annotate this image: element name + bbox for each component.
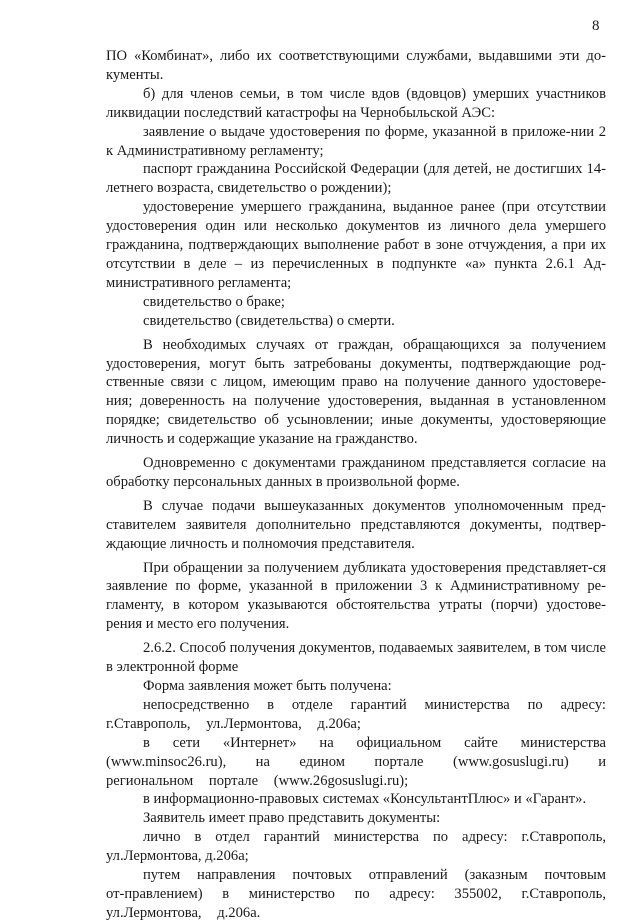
paragraph: свидетельство (свидетельства) о смерти. — [143, 312, 395, 329]
paragraph: в сети «Интернет» на официальном сайте министерства (www.minsoc26.ru), на едином портале (www.gosuslugi.ru) и региональном портале (www.26gosuslugi.ru); — [106, 734, 606, 789]
paragraph: заявление о выдаче удостоверения по форме, указанной в приложе-нии 2 к Административному регламенту; — [106, 123, 606, 159]
paragraph: удостоверение умершего гражданина, выданное ранее (при отсутствии удостоверения один или несколько документов из личного дела умершего гражданина, подтверждающих выполнение работ в зоне отчуждения, а при их отсутствии в деле – из перечисленных в подпункте «а» пункта 2.6.1 Ад-министративного регламента; — [106, 199, 606, 291]
paragraph: путем направления почтовых отправлений (заказным почтовым от-правлением) в министерство по адресу: 355002, г.Ставрополь, ул.Лермонтова, д.206а. — [106, 867, 606, 921]
paragraph: свидетельство о браке; — [143, 293, 285, 310]
paragraph: Заявитель имеет право представить документы: — [143, 810, 441, 827]
paragraph: В случае подачи вышеуказанных документов уполномоченным пред-ставителем заявителя дополнительно представляются документы, подтвер-ждающие личность и полномочия представителя. — [106, 497, 606, 552]
paragraph: в информационно-правовых системах «КонсультантПлюс» и «Гарант». — [143, 791, 587, 808]
paragraph: лично в отдел гарантий министерства по адресу: г.Ставрополь, ул.Лермонтова, д.206а; — [106, 829, 606, 865]
paragraph: непосредственно в отделе гарантий министерства по адресу: г.Ставрополь, ул.Лермонтова, д.206а; — [106, 696, 606, 732]
paragraph: ПО «Комбинат», либо их соответствующими службами, выдавшими эти до-кументы. — [106, 48, 606, 83]
paragraph: Одновременно с документами гражданином представляется согласие на обработку персональных данных в произвольной форме. — [106, 455, 606, 490]
paragraph: Форма заявления может быть получена: — [143, 678, 392, 694]
paragraph: При обращении за получением дубликата удостоверения представляет-ся заявление по форме, указанной в приложении 3 к Административному ре-гламенту, в котором указываются обстоятельства утраты (порчи) удостове-рения и место его получения. — [106, 559, 606, 633]
paragraph: В необходимых случаях от граждан, обращающихся за получением удостоверения, могут быть затребованы документы, подтверждающие род-ственные связи с лицом, имеющим право на получение данного удостовере-ния; доверенность на получение удостоверения, выданная в установленном порядке; свидетельство об усыновлении; иные документы, удостоверяющие личность и содержащие указание на гражданство. — [106, 336, 606, 448]
paragraph: б) для членов семьи, в том числе вдов (вдовцов) умерших участников ликвидации последствий катастрофы на Чернобыльской АЭС: — [106, 85, 606, 121]
document-body — [106, 47, 606, 923]
page-number: 8 — [592, 18, 600, 34]
section-heading: 2.6.2. Способ получения документов, подаваемых заявителем, в том числе в электронной форме — [106, 640, 606, 676]
paragraph: паспорт гражданина Российской Федерации (для детей, не достигших 14-летнего возраста, свидетельство о рождении); — [106, 161, 606, 197]
